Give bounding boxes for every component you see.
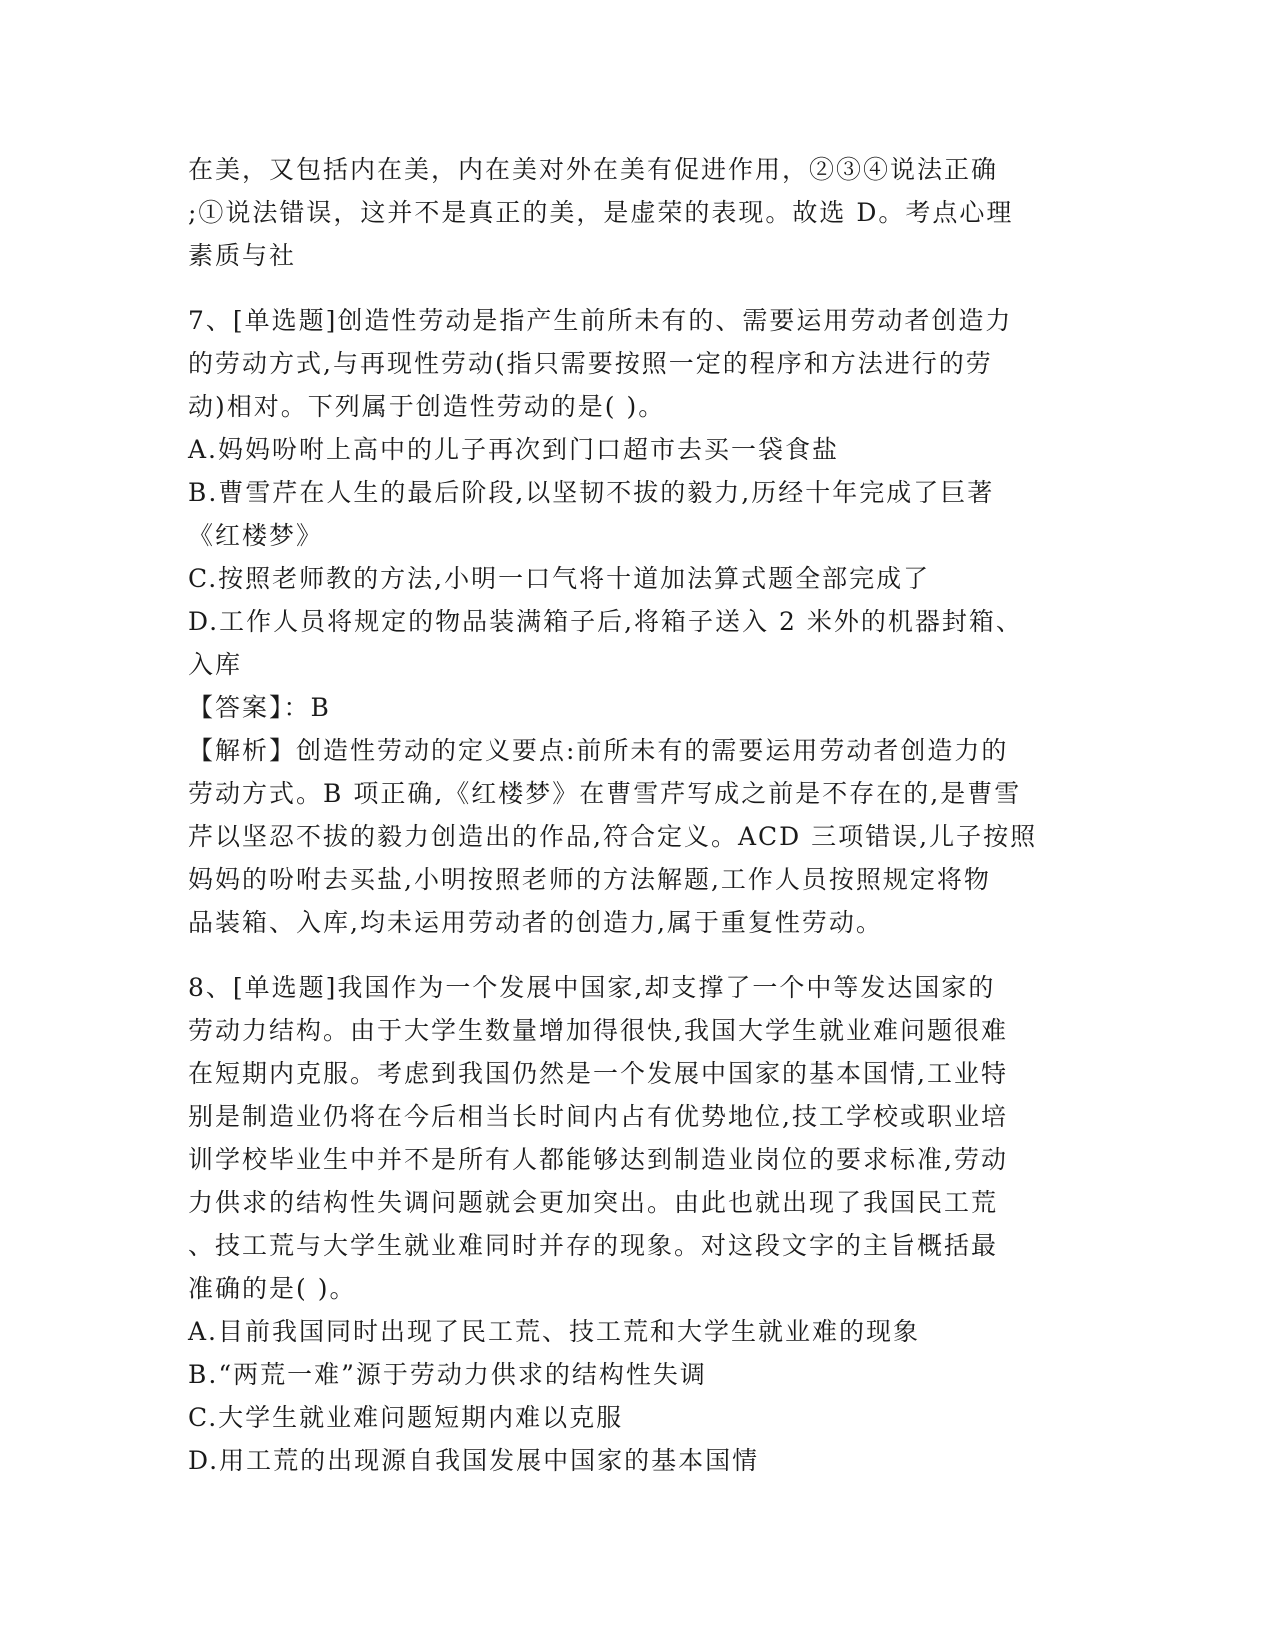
question-8 [188, 966, 1088, 1482]
text-line: 劳动方式。B 项正确,《红楼梦》在曹雪芹写成之前是不存在的,是曹雪 [188, 779, 1022, 808]
question-8-option-c: C.大学生就业难问题短期内难以克服 [188, 1403, 624, 1432]
text-line: 劳动力结构。由于大学生数量增加得很快,我国大学生就业难问题很难 [188, 1016, 1008, 1045]
previous-explanation-tail [188, 148, 1088, 277]
question-8-option-d: D.用工荒的出现源自我国发展中国家的基本国情 [188, 1446, 760, 1475]
text-line: 、技工荒与大学生就业难同时并存的现象。对这段文字的主旨概括最 [188, 1231, 999, 1260]
text-line: 在短期内克服。考虑到我国仍然是一个发展中国家的基本国情,工业特 [188, 1059, 1008, 1088]
text-line: 动)相对。下列属于创造性劳动的是( )。 [188, 392, 666, 421]
option-text: A.妈妈吩咐上高中的儿子再次到门口超市去买一袋食盐 [188, 435, 840, 464]
option-text: 《红楼梦》 [188, 521, 324, 550]
question-7-option-a [188, 428, 1088, 471]
question-8-stem [188, 966, 1088, 1310]
text-line: 妈妈的吩咐去买盐,小明按照老师的方法解题,工作人员按照规定将物 [188, 865, 991, 894]
option-text: C.按照老师教的方法,小明一口气将十道加法算式题全部完成了 [188, 564, 931, 593]
text-line: 素质与社 [188, 241, 297, 270]
question-8-option-b: B.“两荒一难”源于劳动力供求的结构性失调 [188, 1360, 707, 1389]
text-line: 的劳动方式,与再现性劳动(指只需要按照一定的程序和方法进行的劳 [188, 349, 993, 378]
document-page [188, 148, 1088, 1482]
question-7-option-c [188, 557, 1088, 600]
text-line: 芹以坚忍不拔的毅力创造出的作品,符合定义。ACD 三项错误,儿子按照 [188, 822, 1038, 851]
text-line: 【解析】创造性劳动的定义要点:前所未有的需要运用劳动者创造力的 [188, 736, 1009, 765]
question-7-option-b [188, 471, 1088, 557]
option-text: D.工作人员将规定的物品装满箱子后,将箱子送入 2 米外的机器封箱、 [188, 607, 1023, 636]
question-8-option-a: A.目前我国同时出现了民工荒、技工荒和大学生就业难的现象 [188, 1317, 921, 1346]
text-line: 品装箱、入库,均未运用劳动者的创造力,属于重复性劳动。 [188, 908, 883, 937]
text-line: 力供求的结构性失调问题就会更加突出。由此也就出现了我国民工荒 [188, 1188, 999, 1217]
question-7-answer: 【答案】：B [188, 693, 331, 722]
text-line: 8、[单选题]我国作为一个发展中国家,却支撑了一个中等发达国家的 [188, 973, 996, 1002]
question-7-option-d [188, 600, 1088, 686]
text-line: 7、[单选题]创造性劳动是指产生前所未有的、需要运用劳动者创造力 [188, 306, 1013, 335]
text-line: 准确的是( )。 [188, 1274, 357, 1303]
option-text: 入库 [188, 650, 243, 679]
text-line: ;①说法错误，这并不是真正的美，是虚荣的表现。故选 D。考点心理 [188, 198, 1014, 227]
text-line: 在美，又包括内在美，内在美对外在美有促进作用，②③④说法正确 [188, 155, 999, 184]
question-7 [188, 299, 1088, 944]
text-line: 训学校毕业生中并不是所有人都能够达到制造业岗位的要求标准,劳动 [188, 1145, 1008, 1174]
option-text: B.曹雪芹在人生的最后阶段,以坚韧不拔的毅力,历经十年完成了巨著 [188, 478, 995, 507]
question-7-stem [188, 299, 1088, 428]
question-7-analysis [188, 729, 1088, 944]
text-line: 别是制造业仍将在今后相当长时间内占有优势地位,技工学校或职业培 [188, 1102, 1008, 1131]
